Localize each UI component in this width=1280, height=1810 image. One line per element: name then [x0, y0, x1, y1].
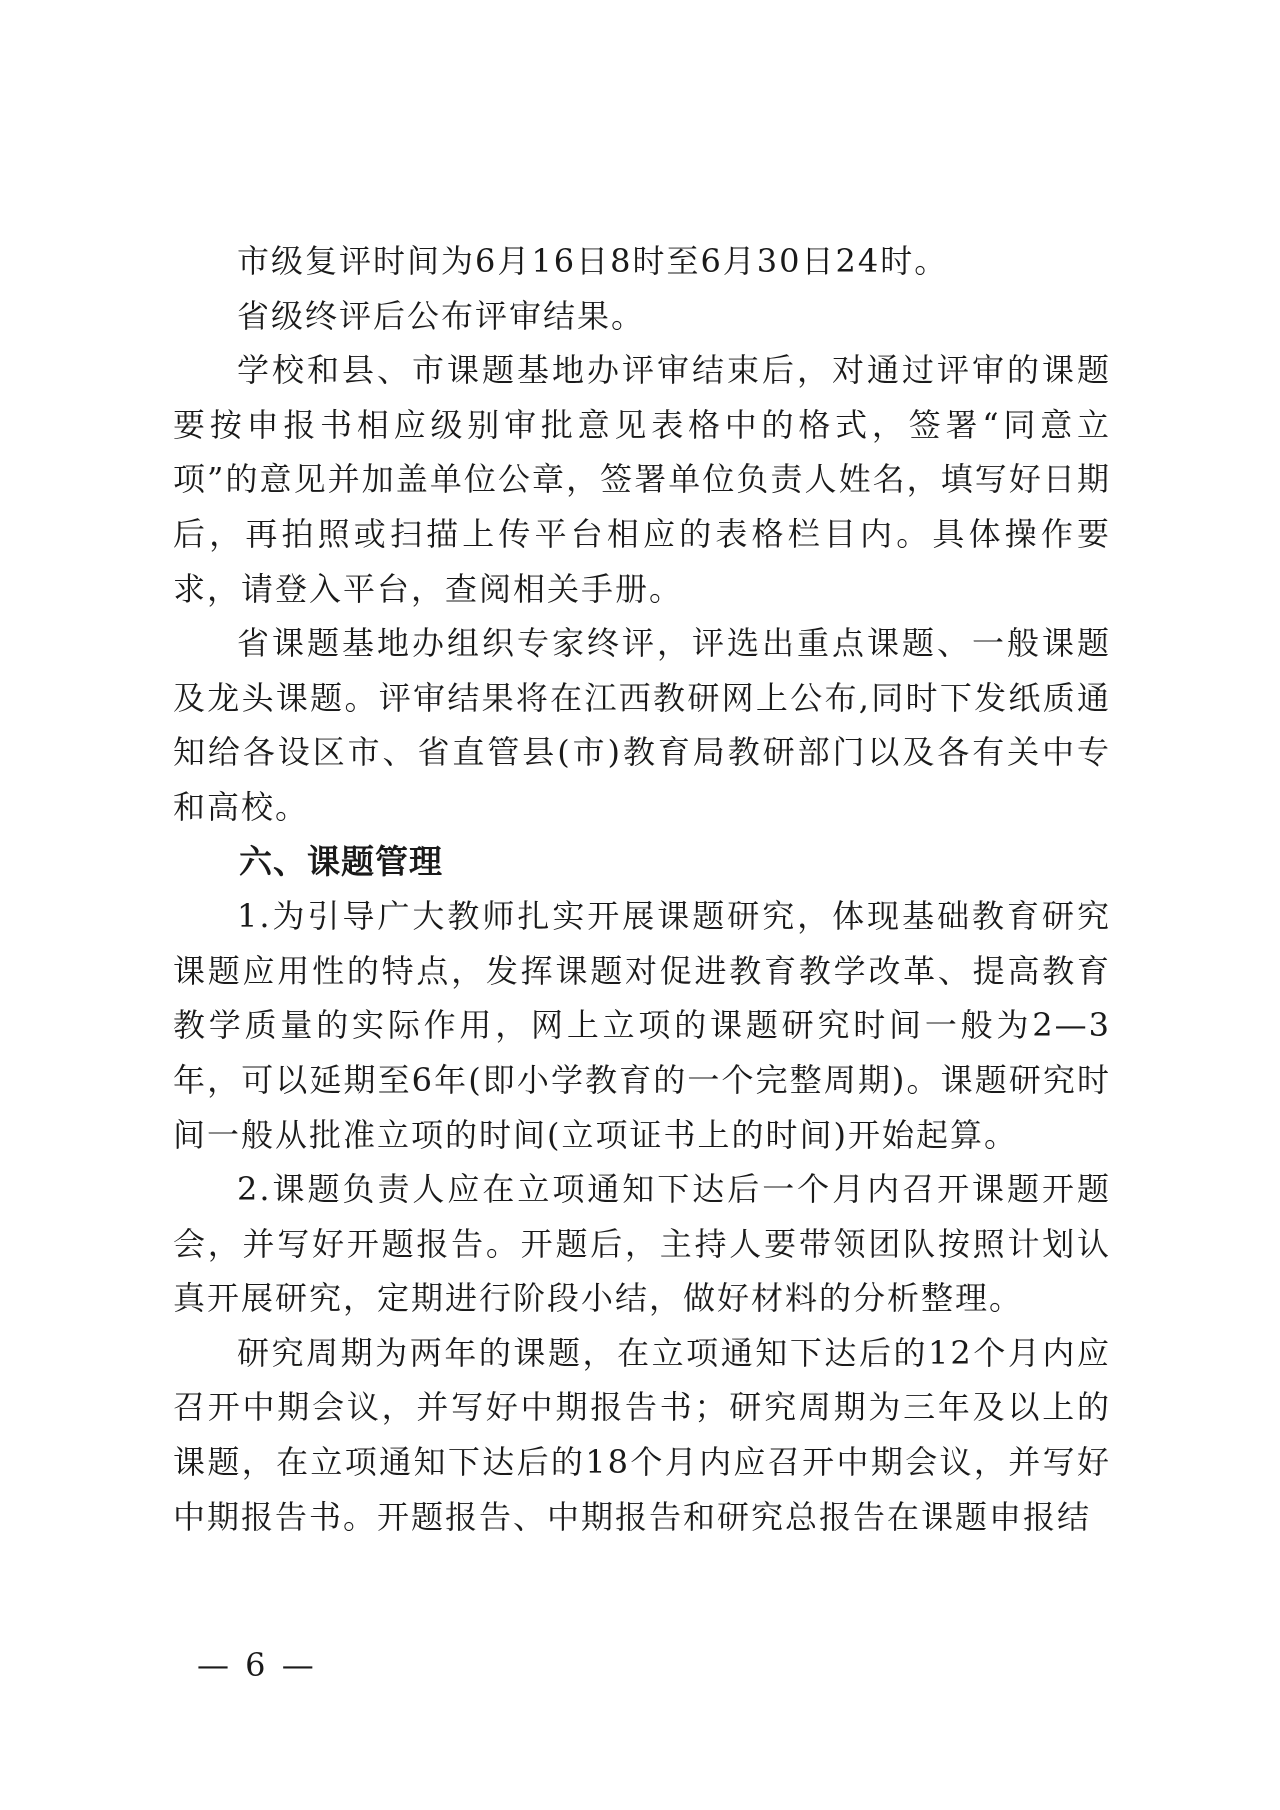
- paragraph-final-review: 省级终评后公布评审结果。: [237, 296, 646, 335]
- paragraph-midterm-meeting: 研究周期为两年的课题，在立项通知下达后的12个月内应召开中期会议，并写好中期报告书；研究周期为三年及以上的课题，在立项通知下达后的18个月内应召开中期会议，并写好中期报告书。开题报告、中期报告和研究总报告在课题申报结: [173, 1333, 1111, 1536]
- paragraph-review-time: 市级复评时间为6月16日8时至6月30日24时。: [237, 242, 949, 280]
- paragraph-expert-review: 省课题基地办组织专家终评，评选出重点课题、一般课题及龙头课题。评审结果将在江西教研网上公布,同时下发纸质通知给各设区市、省直管县(市)教育局教研部门以及各有关中专和高校。: [173, 624, 1111, 826]
- document-body: [173, 234, 1111, 1544]
- paragraph-research-period: 1.为引导广大教师扎实开展课题研究，体现基础教育研究课题应用性的特点，发挥课题对促进教育教学改革、提高教育教学质量的实际作用，网上立项的课题研究时间一般为2—3年，可以延期至6年(即小学教育的一个完整周期)。课题研究时间一般从批准立项的时间(立项证书上的时间)开始起算。: [173, 897, 1111, 1154]
- page-number: — 6 —: [197, 1646, 317, 1684]
- paragraph-approval-procedure: 学校和县、市课题基地办评审结束后，对通过评审的课题要按申报书相应级别审批意见表格中的格式，签署“同意立项”的意见并加盖单位公章，签署单位负责人姓名，填写好日期后，再拍照或扫描上传平台相应的表格栏目内。具体操作要求，请登入平台，查阅相关手册。: [173, 351, 1111, 608]
- section-heading: 六、课题管理: [239, 841, 443, 881]
- paragraph-opening-meeting: 2.课题负责人应在立项通知下达后一个月内召开课题开题会，并写好开题报告。开题后，主持人要带领团队按照计划认真开展研究，定期进行阶段小结，做好材料的分析整理。: [173, 1170, 1111, 1318]
